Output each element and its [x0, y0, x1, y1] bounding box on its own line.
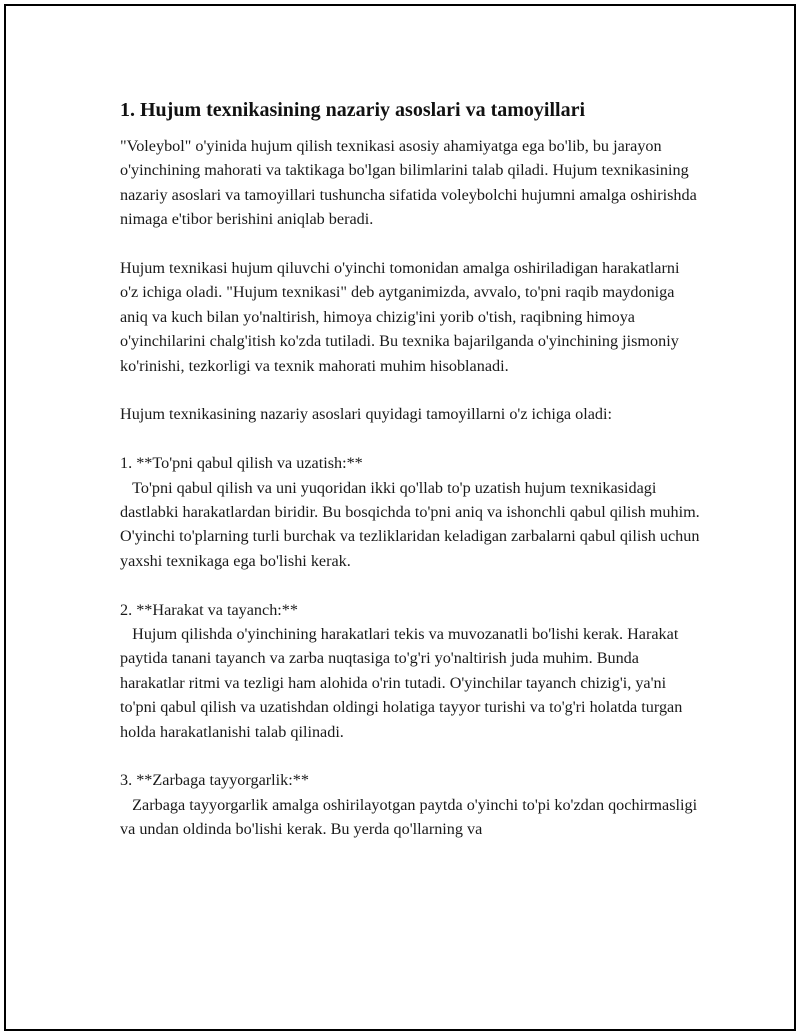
- paragraph-technique: Hujum texnikasi hujum qiluvchi o'yinchi tomonidan amalga oshiriladigan harakatlarni o'z ichiga oladi. "Hujum texnikasi" deb aytganimizda, avvalo, to'pni raqib maydoniga aniq va kuch bilan yo'naltirish, himoya chizig'ini yorib o'tish, raqibning himoya o'yinchilarini chalg'itish ko'zda tutiladi. Bu texnika bajarilganda o'yinchining jismoniy ko'rinishi, tezkorligi va texnik mahorati muhim hisoblanadi.: [120, 259, 684, 375]
- page-frame: [4, 4, 796, 1031]
- document-body: [120, 96, 704, 866]
- list-item-heading: 1. **To'pni qabul qilish va uzatish:**: [120, 454, 363, 473]
- list-item-heading: 3. **Zarbaga tayyorgarlik:**: [120, 771, 309, 790]
- list-item-body: To'pni qabul qilish va uni yuqoridan ikki qo'llab to'p uzatish hujum texnikasidagi dastlabki harakatlardan biridir. Bu bosqichda to'pni aniq va ishonchli qabul qilish muhim. O'yinchi to'plarning turli burchak va tezliklaridan keladigan zarbalarni qabul qilish uchun yaxshi texnikaga ega bo'lishi kerak.: [120, 478, 704, 570]
- list-item-body: Hujum qilishda o'yinchining harakatlari tekis va muvozanatli bo'lishi kerak. Harakat paytida tanani tayanch va zarba nuqtasiga to'g'ri yo'naltirish juda muhim. Bunda harakatlar ritmi va tezligi ham alohida o'rin tutadi. O'yinchilar tayanch chizig'i, ya'ni to'pni qabul qilish va uzatishdan oldingi holatiga tayyor turishi va to'g'ri holatda turgan holda harakatlanishi talab qilinadi.: [120, 625, 687, 741]
- paragraph-intro: "Voleybol" o'yinida hujum qilish texnikasi asosiy ahamiyatga ega bo'lib, bu jarayon o'yinchining mahorati va taktikaga bo'lgan bilimlarini talab qiladi. Hujum texnikasining nazariy asoslari va tamoyillari tushuncha sifatida voleybolchi hujumni amalga oshirishda nimaga e'tibor berishini aniqlab beradi.: [120, 137, 701, 229]
- document-title: 1. Hujum texnikasining nazariy asoslari va tamoyillari: [120, 99, 586, 121]
- list-item-heading: 2. **Harakat va tayanch:**: [120, 600, 298, 619]
- paragraph-principles-lead: Hujum texnikasining nazariy asoslari quyidagi tamoyillarni o'z ichiga oladi:: [120, 405, 613, 424]
- list-item-body: Zarbaga tayyorgarlik amalga oshirilayotgan paytda o'yinchi to'pi ko'zdan qochirmasligi va undan oldinda bo'lishi kerak. Bu yerda qo'llarning va: [120, 795, 702, 839]
